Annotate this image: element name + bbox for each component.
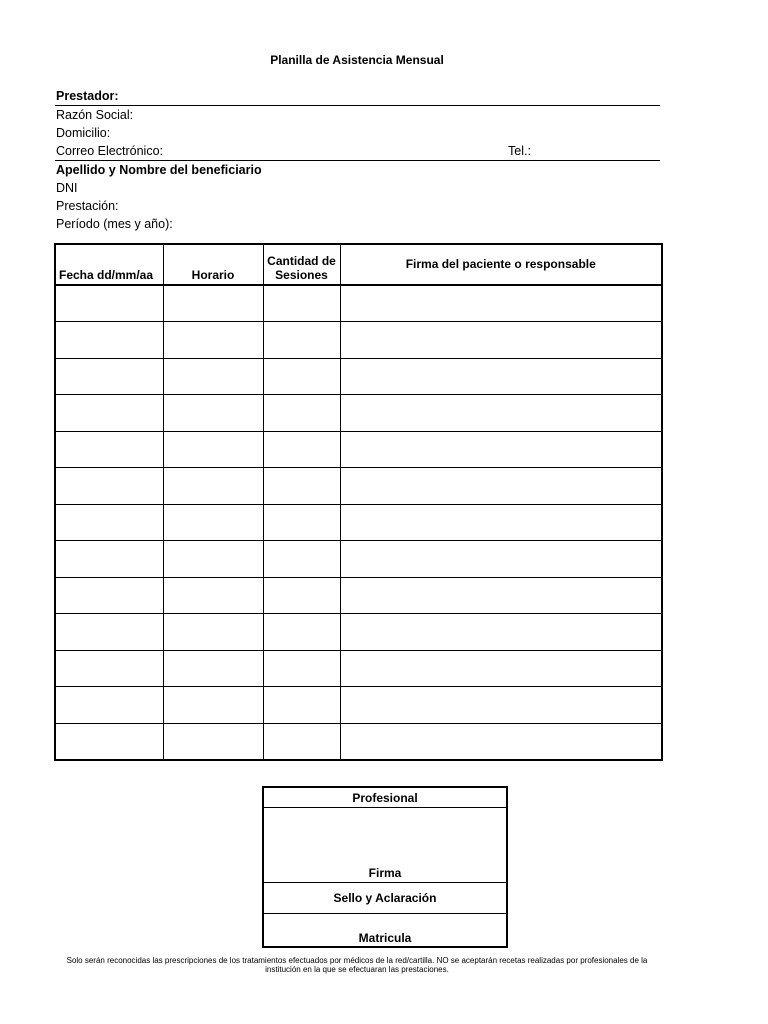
cantidad-cell[interactable] — [263, 687, 340, 724]
firma-cell[interactable] — [340, 322, 662, 359]
cantidad-cell[interactable] — [263, 285, 340, 322]
firma-cell[interactable] — [340, 504, 662, 541]
table-row — [55, 577, 662, 614]
header-cantidad-line2: Sesiones — [275, 268, 328, 282]
horario-cell[interactable] — [163, 395, 263, 432]
divider — [55, 160, 660, 161]
cantidad-cell[interactable] — [263, 650, 340, 687]
cantidad-cell[interactable] — [263, 468, 340, 505]
page-title: Planilla de Asistencia Mensual — [270, 53, 444, 67]
fecha-cell[interactable] — [55, 395, 163, 432]
periodo-label: Período (mes y año): — [56, 217, 173, 231]
profesional-box — [262, 786, 508, 948]
header-fecha: Fecha dd/mm/aa — [55, 244, 163, 285]
firma-cell[interactable] — [340, 650, 662, 687]
fecha-cell[interactable] — [55, 577, 163, 614]
firma-cell[interactable] — [340, 614, 662, 651]
table-row — [55, 723, 662, 760]
domicilio-label: Domicilio: — [56, 126, 111, 140]
horario-cell[interactable] — [163, 541, 263, 578]
beneficiario-heading: Apellido y Nombre del beneficiario — [56, 163, 262, 177]
fecha-cell[interactable] — [55, 650, 163, 687]
divider — [55, 105, 660, 106]
cantidad-cell[interactable] — [263, 541, 340, 578]
horario-cell[interactable] — [163, 431, 263, 468]
horario-cell[interactable] — [163, 614, 263, 651]
firma-cell[interactable] — [340, 468, 662, 505]
sello-aclaracion-field[interactable]: Sello y Aclaración — [263, 883, 507, 914]
header-cantidad — [263, 244, 340, 285]
header-firma-paciente: Firma del paciente o responsable — [340, 244, 662, 285]
firma-cell[interactable] — [340, 687, 662, 724]
table-row — [55, 358, 662, 395]
table-row — [55, 431, 662, 468]
horario-cell[interactable] — [163, 322, 263, 359]
table-row — [55, 504, 662, 541]
fecha-cell[interactable] — [55, 723, 163, 760]
horario-cell[interactable] — [163, 504, 263, 541]
table-row — [55, 614, 662, 651]
table-row — [55, 322, 662, 359]
razon-social-label: Razón Social: — [56, 108, 134, 122]
firma-cell[interactable] — [340, 541, 662, 578]
table-row — [55, 285, 662, 322]
footer-note: Solo serán reconocidas las prescripciones de los tratamientos efectuados por médicos de la red/cartilla. NO se aceptarán recetas realizadas por profesionales de la institución en la que se efectuaran las prestaciones. — [66, 956, 648, 974]
prestador-heading: Prestador: — [56, 89, 119, 103]
fecha-cell[interactable] — [55, 285, 163, 322]
horario-cell[interactable] — [163, 723, 263, 760]
profesional-heading: Profesional — [263, 787, 507, 808]
cantidad-cell[interactable] — [263, 614, 340, 651]
attendance-table — [54, 243, 663, 761]
horario-cell[interactable] — [163, 285, 263, 322]
fecha-cell[interactable] — [55, 541, 163, 578]
cantidad-cell[interactable] — [263, 358, 340, 395]
fecha-cell[interactable] — [55, 322, 163, 359]
firma-cell[interactable] — [340, 577, 662, 614]
table-row — [55, 650, 662, 687]
firma-cell[interactable] — [340, 723, 662, 760]
fecha-cell[interactable] — [55, 468, 163, 505]
cantidad-cell[interactable] — [263, 322, 340, 359]
correo-label: Correo Electrónico: — [56, 144, 163, 158]
cantidad-cell[interactable] — [263, 504, 340, 541]
table-row — [55, 395, 662, 432]
horario-cell[interactable] — [163, 577, 263, 614]
fecha-cell[interactable] — [55, 431, 163, 468]
table-row — [55, 687, 662, 724]
horario-cell[interactable] — [163, 468, 263, 505]
horario-cell[interactable] — [163, 358, 263, 395]
cantidad-cell[interactable] — [263, 723, 340, 760]
fecha-cell[interactable] — [55, 358, 163, 395]
cantidad-cell[interactable] — [263, 395, 340, 432]
firma-field[interactable]: Firma — [263, 808, 507, 883]
attendance-table-body — [55, 285, 662, 760]
firma-cell[interactable] — [340, 395, 662, 432]
dni-label: DNI — [56, 181, 78, 195]
fecha-cell[interactable] — [55, 614, 163, 651]
firma-cell[interactable] — [340, 431, 662, 468]
tel-label: Tel.: — [508, 144, 531, 158]
horario-cell[interactable] — [163, 687, 263, 724]
fecha-cell[interactable] — [55, 687, 163, 724]
prestacion-label: Prestación: — [56, 199, 119, 213]
header-cantidad-line1: Cantidad de — [267, 254, 336, 268]
fecha-cell[interactable] — [55, 504, 163, 541]
table-row — [55, 468, 662, 505]
firma-cell[interactable] — [340, 285, 662, 322]
horario-cell[interactable] — [163, 650, 263, 687]
table-header-row — [55, 244, 662, 285]
cantidad-cell[interactable] — [263, 577, 340, 614]
firma-cell[interactable] — [340, 358, 662, 395]
cantidad-cell[interactable] — [263, 431, 340, 468]
matricula-field[interactable]: Matricula — [263, 914, 507, 948]
table-row — [55, 541, 662, 578]
header-horario: Horario — [163, 244, 263, 285]
